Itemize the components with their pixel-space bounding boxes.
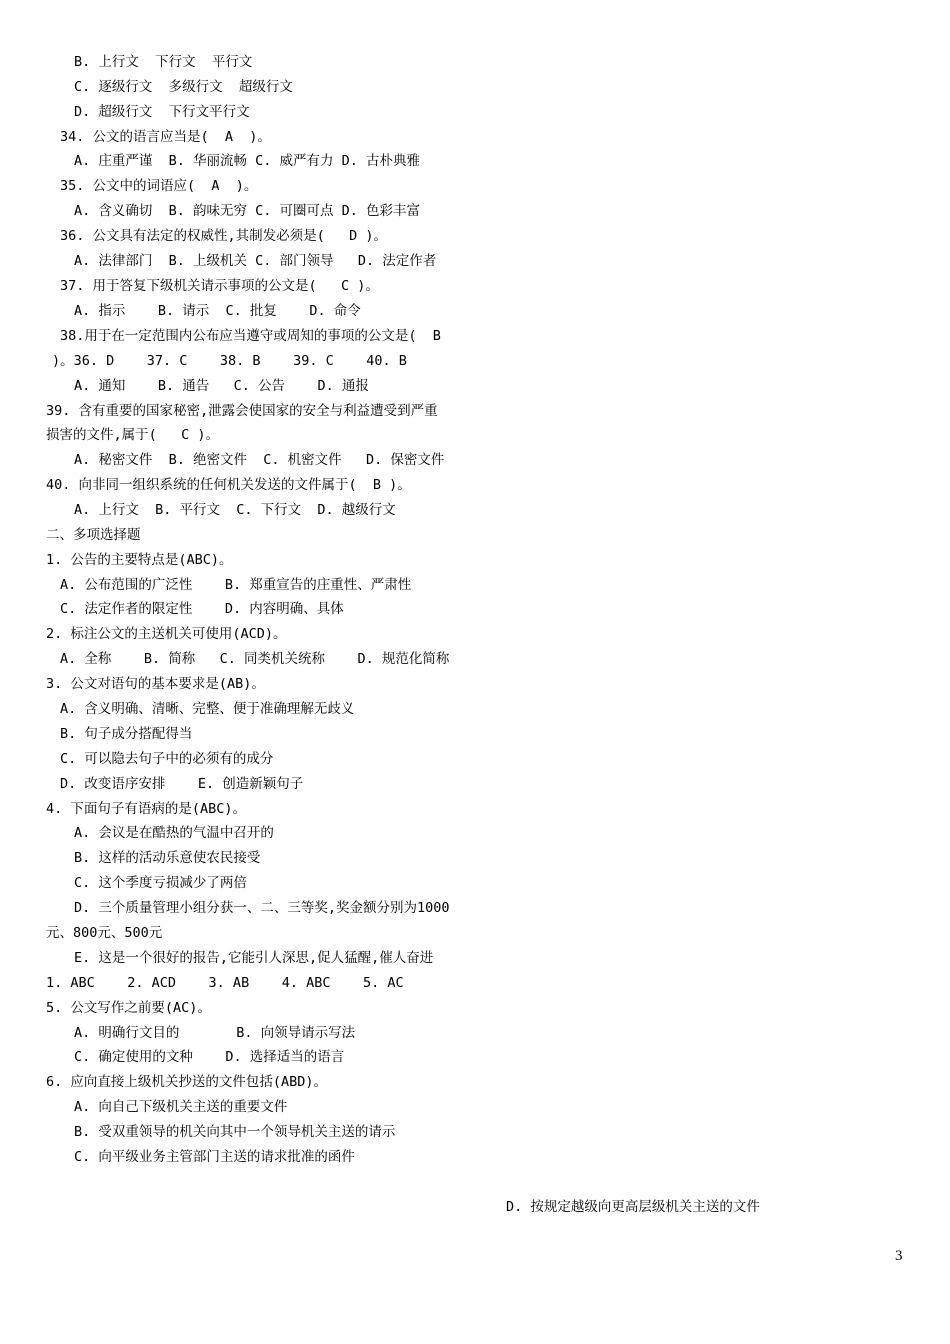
text-line: C. 可以隐去句子中的必须有的成分: [60, 751, 274, 767]
text-line: 5. 公文写作之前要(AC)。: [46, 1000, 211, 1016]
text-line: 6. 应向直接上级机关抄送的文件包括(ABD)。: [46, 1074, 328, 1090]
text-line: A. 庄重严谨 B. 华丽流畅 C. 威严有力 D. 古朴典雅: [74, 153, 421, 169]
text-line: )。36. D 37. C 38. B 39. C 40. B: [52, 353, 407, 369]
text-line: 损害的文件,属于( C )。: [46, 427, 220, 443]
answer-key-line: 1. ABC 2. ACD 3. AB 4. ABC 5. AC: [46, 975, 404, 991]
text-line: 38.用于在一定范围内公布应当遵守或周知的事项的公文是( B: [60, 328, 441, 344]
text-line: C. 这个季度亏损减少了两倍: [74, 875, 247, 891]
section-heading: 二、多项选择题: [46, 527, 141, 543]
text-line: D. 改变语序安排 E. 创造新颖句子: [60, 776, 304, 792]
text-line: 36. 公文具有法定的权威性,其制发必须是( D )。: [60, 228, 388, 244]
text-line: A. 通知 B. 通告 C. 公告 D. 通报: [74, 378, 369, 394]
text-line: 37. 用于答复下级机关请示事项的公文是( C )。: [60, 278, 379, 294]
text-line: 39. 含有重要的国家秘密,泄露会使国家的安全与利益遭受到严重: [46, 403, 438, 419]
text-line: C. 逐级行文 多级行文 超级行文: [74, 79, 293, 95]
text-line: A. 含义明确、清晰、完整、便于准确理解无歧义: [60, 701, 355, 717]
page-number: 3: [895, 1248, 903, 1264]
text-line: 35. 公文中的词语应( A )。: [60, 178, 258, 194]
text-line: 2. 标注公文的主送机关可使用(ACD)。: [46, 626, 287, 642]
text-line: A. 秘密文件 B. 绝密文件 C. 机密文件 D. 保密文件: [74, 452, 445, 468]
text-line: C. 向平级业务主管部门主送的请求批准的函件: [74, 1149, 355, 1165]
text-line: A. 含义确切 B. 韵味无穷 C. 可圈可点 D. 色彩丰富: [74, 203, 421, 219]
text-line: A. 全称 B. 简称 C. 同类机关统称 D. 规范化简称: [60, 651, 450, 667]
text-line: 3. 公文对语句的基本要求是(AB)。: [46, 676, 265, 692]
text-line: 4. 下面句子有语病的是(ABC)。: [46, 801, 247, 817]
text-line: 34. 公文的语言应当是( A )。: [60, 129, 271, 145]
text-line: A. 指示 B. 请示 C. 批复 D. 命令: [74, 303, 361, 319]
text-line: 40. 向非同一组织系统的任何机关发送的文件属于( B )。: [46, 477, 411, 493]
text-line: A. 会议是在酷热的气温中召开的: [74, 825, 274, 841]
text-line: D. 按规定越级向更高层级机关主送的文件: [506, 1199, 760, 1215]
text-line: B. 受双重领导的机关向其中一个领导机关主送的请示: [74, 1124, 396, 1140]
text-line: B. 这样的活动乐意使农民接受: [74, 850, 261, 866]
text-line: A. 上行文 B. 平行文 C. 下行文 D. 越级行文: [74, 502, 396, 518]
text-line: D. 超级行文 下行文平行文: [74, 104, 250, 120]
text-line: A. 明确行文目的 B. 向领导请示写法: [74, 1025, 356, 1041]
text-line: B. 上行文 下行文 平行文: [74, 54, 253, 70]
text-line: D. 三个质量管理小组分获一、二、三等奖,奖金额分别为1000: [74, 900, 450, 916]
text-line: C. 确定使用的文种 D. 选择适当的语言: [74, 1049, 345, 1065]
text-line: A. 向自己下级机关主送的重要文件: [74, 1099, 288, 1115]
text-line: A. 公布范围的广泛性 B. 郑重宣告的庄重性、严肃性: [60, 577, 412, 593]
text-line: E. 这是一个很好的报告,它能引人深思,促人猛醒,催人奋进: [74, 950, 434, 966]
text-line: 元、800元、500元: [46, 925, 163, 941]
text-line: C. 法定作者的限定性 D. 内容明确、具体: [60, 601, 344, 617]
text-line: A. 法律部门 B. 上级机关 C. 部门领导 D. 法定作者: [74, 253, 437, 269]
text-line: 1. 公告的主要特点是(ABC)。: [46, 552, 233, 568]
text-line: B. 句子成分搭配得当: [60, 726, 193, 742]
